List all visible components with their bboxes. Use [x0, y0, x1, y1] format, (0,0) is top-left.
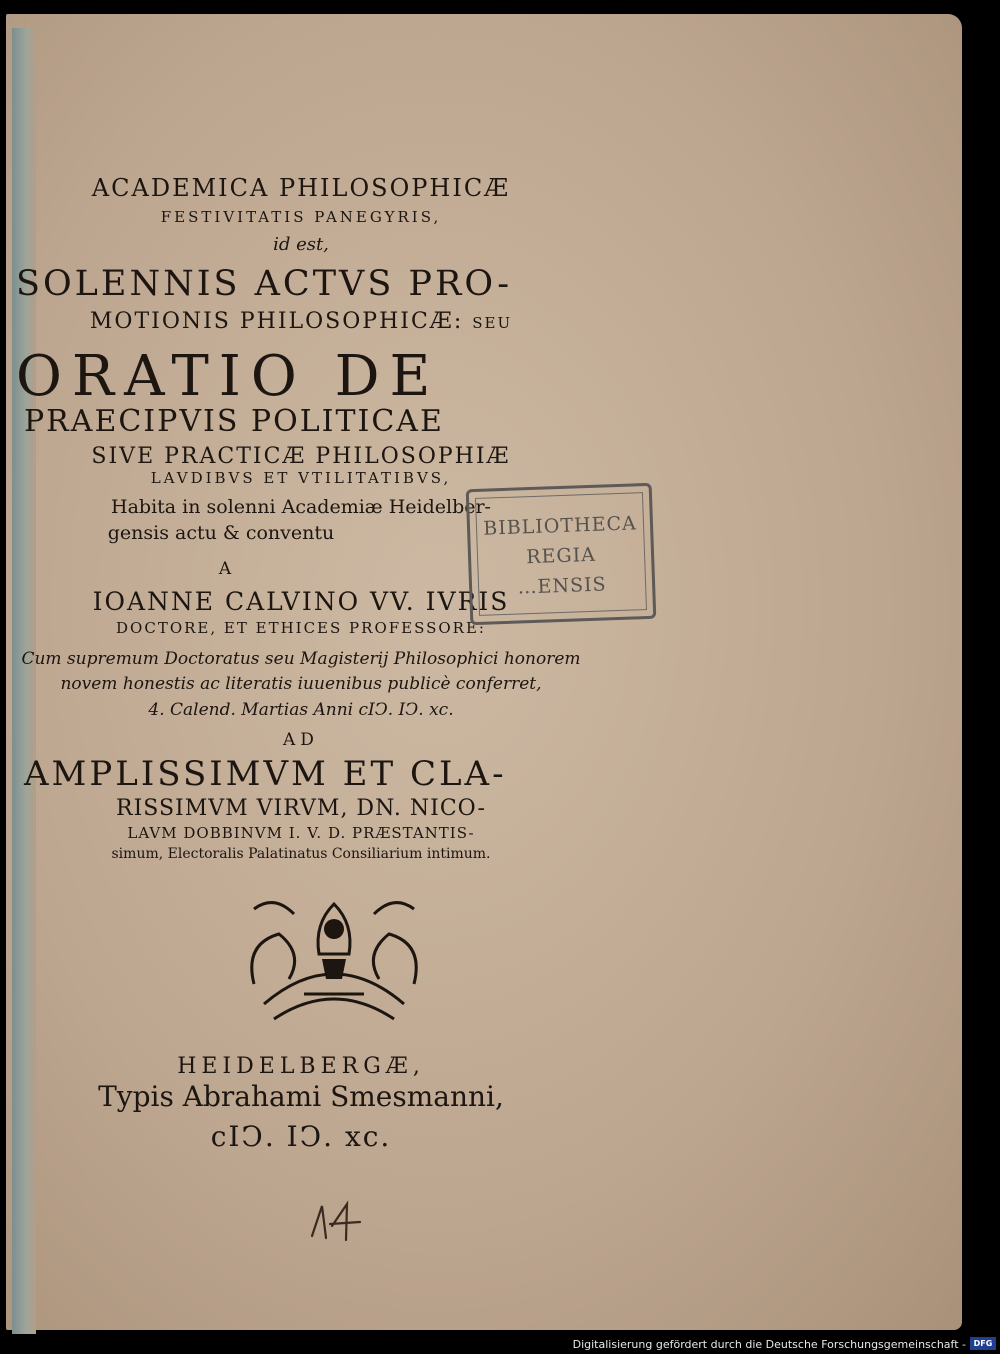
title-line-16: novem honestis ac literatis iuuenibus publicè conferret,: [60, 674, 542, 694]
title-line-10: Habita in solenni Academiæ Heidelber-: [111, 496, 491, 518]
title-line-7: PRAECIPVIS POLITICAE: [24, 404, 444, 439]
dfg-logo: DFG: [970, 1337, 996, 1350]
title-line-13: IOANNE CALVINO VV. IVRIS: [92, 587, 510, 616]
footer-bar: [0, 1334, 1000, 1354]
imprint-printer: Typis Abrahami Smesmanni,: [98, 1080, 504, 1113]
title-line-18: AD: [283, 730, 319, 750]
title-line-8: SIVE PRACTICÆ PHILOSOPHIÆ: [91, 444, 511, 469]
stamp-line-1: BIBLIOTHECA: [482, 512, 638, 540]
title-line-9: LAVDIBVS ET VTILITATIBVS,: [150, 469, 452, 487]
handwritten-signature-mark: [302, 1196, 372, 1246]
title-line-14: DOCTORE, ET ETHICES PROFESSORE:: [116, 619, 486, 637]
title-line-2: FESTIVITATIS PANEGYRIS,: [160, 208, 442, 226]
title-line-22: simum, Electoralis Palatinatus Consiliarium intimum.: [111, 846, 491, 862]
title-line-15: Cum supremum Doctoratus seu Magisterij Philosophici honorem: [21, 649, 581, 669]
imprint-place: HEIDELBERGÆ,: [177, 1054, 425, 1079]
title-line-6: ORATIO DE: [16, 344, 441, 409]
imprint-year: cIↃ. IↃ. xc.: [210, 1120, 392, 1153]
title-line-17: 4. Calend. Martias Anni cIↃ. IↃ. xc.: [148, 700, 454, 720]
funding-credit: Digitalisierung gefördert durch die Deutsche Forschungsgemeinschaft -: [572, 1338, 966, 1351]
printers-device-ornament-icon: [234, 884, 434, 1034]
title-line-5: MOTIONIS PHILOSOPHICÆ: seu: [89, 309, 513, 334]
title-line-12: A: [218, 559, 234, 579]
stamp-line-3: …ENSIS: [517, 573, 607, 599]
title-line-11: gensis actu & conventu: [107, 522, 335, 544]
stamp-line-2: REGIA: [525, 543, 597, 569]
title-line-4: SOLENNIS ACTVS PRO-: [16, 264, 513, 304]
title-line-3: id est,: [273, 234, 329, 255]
document-page: [6, 14, 962, 1330]
title-line-1: ACADEMICA PHILOSOPHICÆ: [91, 174, 511, 202]
title-line-21: LAVM DOBBINVM I. V. D. PRÆSTANTIS-: [127, 824, 475, 842]
library-stamp: [466, 483, 657, 625]
title-line-19: AMPLISSIMVM ET CLA-: [24, 754, 507, 794]
title-line-20: RISSIMVM VIRVM, DN. NICO-: [116, 796, 486, 821]
